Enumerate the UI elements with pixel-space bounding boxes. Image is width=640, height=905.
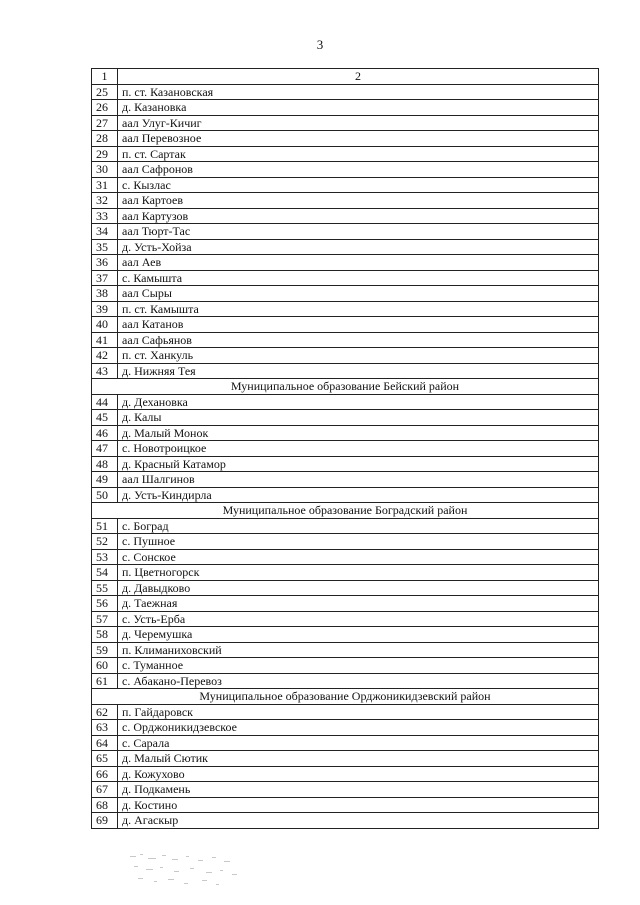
settlement-name-cell: с. Новотроицкое [118,441,599,457]
row-number-cell: 66 [92,766,118,782]
table-row [92,317,599,333]
row-number-cell: 26 [92,100,118,116]
table-row [92,642,599,658]
settlement-name-cell: д. Нижняя Тея [118,363,599,379]
row-number-cell: 37 [92,270,118,286]
settlement-name-cell: д. Казановка [118,100,599,116]
settlement-name-cell: с. Абакано-Перевоз [118,673,599,689]
settlement-name-cell: аал Аев [118,255,599,271]
settlement-name-cell: д. Давыдково [118,580,599,596]
settlement-name-cell: д. Дехановка [118,394,599,410]
row-number-cell: 58 [92,627,118,643]
table-row [92,472,599,488]
row-number-cell: 38 [92,286,118,302]
settlement-name-cell: д. Таежная [118,596,599,612]
table-header-row [92,69,599,85]
table-row [92,348,599,364]
row-number-cell: 48 [92,456,118,472]
table-row [92,286,599,302]
table-row [92,782,599,798]
settlement-name-cell: п. ст. Ханкуль [118,348,599,364]
table-row [92,410,599,426]
settlement-name-cell: п. Гайдаровск [118,704,599,720]
table-row [92,565,599,581]
table-row [92,239,599,255]
row-number-cell: 51 [92,518,118,534]
table-row [92,766,599,782]
row-number-cell: 69 [92,813,118,829]
settlement-name-cell: п. Цветногорск [118,565,599,581]
row-number-cell: 50 [92,487,118,503]
table-row [92,301,599,317]
table-row [92,658,599,674]
table-row [92,518,599,534]
table-row [92,394,599,410]
table-row [92,131,599,147]
settlement-name-cell: с. Камышта [118,270,599,286]
section-header-row [92,379,599,395]
table-row [92,224,599,240]
settlement-name-cell: д. Малый Монок [118,425,599,441]
row-number-cell: 40 [92,317,118,333]
settlement-name-cell: с. Боград [118,518,599,534]
table-row [92,611,599,627]
settlement-name-cell: п. Климаниховский [118,642,599,658]
settlement-name-cell: с. Усть-Ерба [118,611,599,627]
settlement-name-cell: п. ст. Сартак [118,146,599,162]
settlement-name-cell: аал Картузов [118,208,599,224]
section-header-row [92,689,599,705]
settlement-name-cell: аал Тюрт-Тас [118,224,599,240]
row-number-cell: 64 [92,735,118,751]
row-number-cell: 49 [92,472,118,488]
table-row [92,596,599,612]
table-row [92,487,599,503]
row-number-cell: 55 [92,580,118,596]
row-number-cell: 45 [92,410,118,426]
page-number: 3 [316,37,324,52]
table-row [92,549,599,565]
settlement-name-cell: с. Орджоникидзевское [118,720,599,736]
row-number-cell: 33 [92,208,118,224]
row-number-cell: 42 [92,348,118,364]
table-row [92,720,599,736]
settlement-name-cell: аал Катанов [118,317,599,333]
settlement-name-cell: аал Сафронов [118,162,599,178]
row-number-cell: 59 [92,642,118,658]
row-number-cell: 57 [92,611,118,627]
table-row [92,735,599,751]
settlement-name-cell: д. Кожухово [118,766,599,782]
row-number-cell: 32 [92,193,118,209]
table-row [92,193,599,209]
section-title: Муниципальное образование Орджоникидзевский район [92,689,599,705]
table-row [92,270,599,286]
row-number-cell: 31 [92,177,118,193]
table-row [92,146,599,162]
row-number-cell: 61 [92,673,118,689]
column-header-name: 2 [118,69,599,85]
table-row [92,534,599,550]
table-row [92,115,599,131]
settlement-name-cell: п. ст. Казановская [118,84,599,100]
table-row [92,813,599,829]
table-row [92,797,599,813]
row-number-cell: 28 [92,131,118,147]
settlement-name-cell: с. Сарала [118,735,599,751]
settlement-name-cell: аал Сыры [118,286,599,302]
row-number-cell: 43 [92,363,118,379]
row-number-cell: 67 [92,782,118,798]
table-row [92,704,599,720]
table-row [92,456,599,472]
table-row [92,177,599,193]
table-row [92,627,599,643]
section-title: Муниципальное образование Боградский район [92,503,599,519]
row-number-cell: 34 [92,224,118,240]
row-number-cell: 53 [92,549,118,565]
row-number-cell: 35 [92,239,118,255]
table-row [92,255,599,271]
table-row [92,441,599,457]
table-row [92,162,599,178]
row-number-cell: 41 [92,332,118,348]
table-row [92,425,599,441]
row-number-cell: 60 [92,658,118,674]
row-number-cell: 56 [92,596,118,612]
settlement-name-cell: аал Сафьянов [118,332,599,348]
row-number-cell: 25 [92,84,118,100]
row-number-cell: 46 [92,425,118,441]
section-title: Муниципальное образование Бейский район [92,379,599,395]
settlement-name-cell: с. Кызлас [118,177,599,193]
table-row [92,673,599,689]
row-number-cell: 44 [92,394,118,410]
settlements-table-body [92,69,599,829]
settlement-name-cell: с. Сонское [118,549,599,565]
row-number-cell: 62 [92,704,118,720]
column-header-number: 1 [92,69,118,85]
settlement-name-cell: д. Красный Катамор [118,456,599,472]
row-number-cell: 27 [92,115,118,131]
settlement-name-cell: с. Туманное [118,658,599,674]
settlement-name-cell: аал Шалгинов [118,472,599,488]
section-header-row [92,503,599,519]
row-number-cell: 39 [92,301,118,317]
settlement-name-cell: д. Костино [118,797,599,813]
row-number-cell: 54 [92,565,118,581]
table-row [92,751,599,767]
settlement-name-cell: д. Подкамень [118,782,599,798]
settlements-table [91,68,599,829]
settlement-name-cell: аал Перевозное [118,131,599,147]
settlement-name-cell: д. Агаскыр [118,813,599,829]
settlement-name-cell: д. Черемушка [118,627,599,643]
settlement-name-cell: с. Пушное [118,534,599,550]
row-number-cell: 65 [92,751,118,767]
table-row [92,100,599,116]
row-number-cell: 36 [92,255,118,271]
settlement-name-cell: д. Усть-Киндирла [118,487,599,503]
row-number-cell: 29 [92,146,118,162]
settlement-name-cell: аал Улуг-Кичиг [118,115,599,131]
table-row [92,332,599,348]
table-row [92,363,599,379]
row-number-cell: 68 [92,797,118,813]
row-number-cell: 52 [92,534,118,550]
settlement-name-cell: д. Малый Сютик [118,751,599,767]
settlement-name-cell: аал Картоев [118,193,599,209]
table-row [92,580,599,596]
settlement-name-cell: д. Усть-Хойза [118,239,599,255]
settlement-name-cell: п. ст. Камышта [118,301,599,317]
settlement-name-cell: д. Калы [118,410,599,426]
scan-artifact-marks [128,852,248,888]
row-number-cell: 30 [92,162,118,178]
table-row [92,208,599,224]
table-row [92,84,599,100]
row-number-cell: 63 [92,720,118,736]
row-number-cell: 47 [92,441,118,457]
